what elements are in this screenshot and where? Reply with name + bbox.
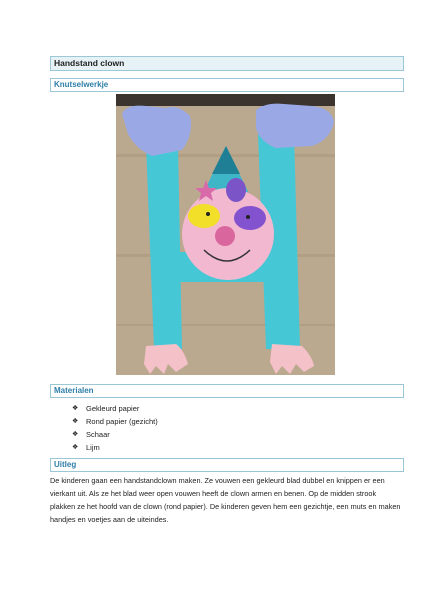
diamond-bullet-icon: ❖ [72,418,79,425]
material-item-label: Gekleurd papier [86,404,140,413]
list-item [72,428,158,441]
list-item [72,415,158,428]
material-item-label: Rond papier (gezicht) [86,417,158,426]
list-item [72,441,158,454]
diamond-bullet-icon: ❖ [72,444,79,451]
explanation-paragraph: De kinderen gaan een handstandclown maken. Ze vouwen een gekleurd blad dubbel en knippen er een vierkant uit. Als ze het blad weer open vouwen heeft de clown armen en benen. Op de midden strook plakken ze het hoofd van de clown (rond papier). De kinderen geven hem een gezichtje, een muts en maken handjes en voetjes aan de uiteindes. [50,476,401,524]
section-heading-craft: Knutselwerkje [50,78,404,92]
document-title: Handstand clown [50,56,404,71]
list-item [72,402,158,415]
materials-list [72,402,158,454]
diamond-bullet-icon: ❖ [72,431,79,438]
section-heading-materials: Materialen [50,384,404,398]
material-item-label: Lijm [86,443,100,452]
material-item-label: Schaar [86,430,110,439]
diamond-bullet-icon: ❖ [72,405,79,412]
clown-craft-photo [116,94,335,375]
section-heading-explanation: Uitleg [50,458,404,472]
